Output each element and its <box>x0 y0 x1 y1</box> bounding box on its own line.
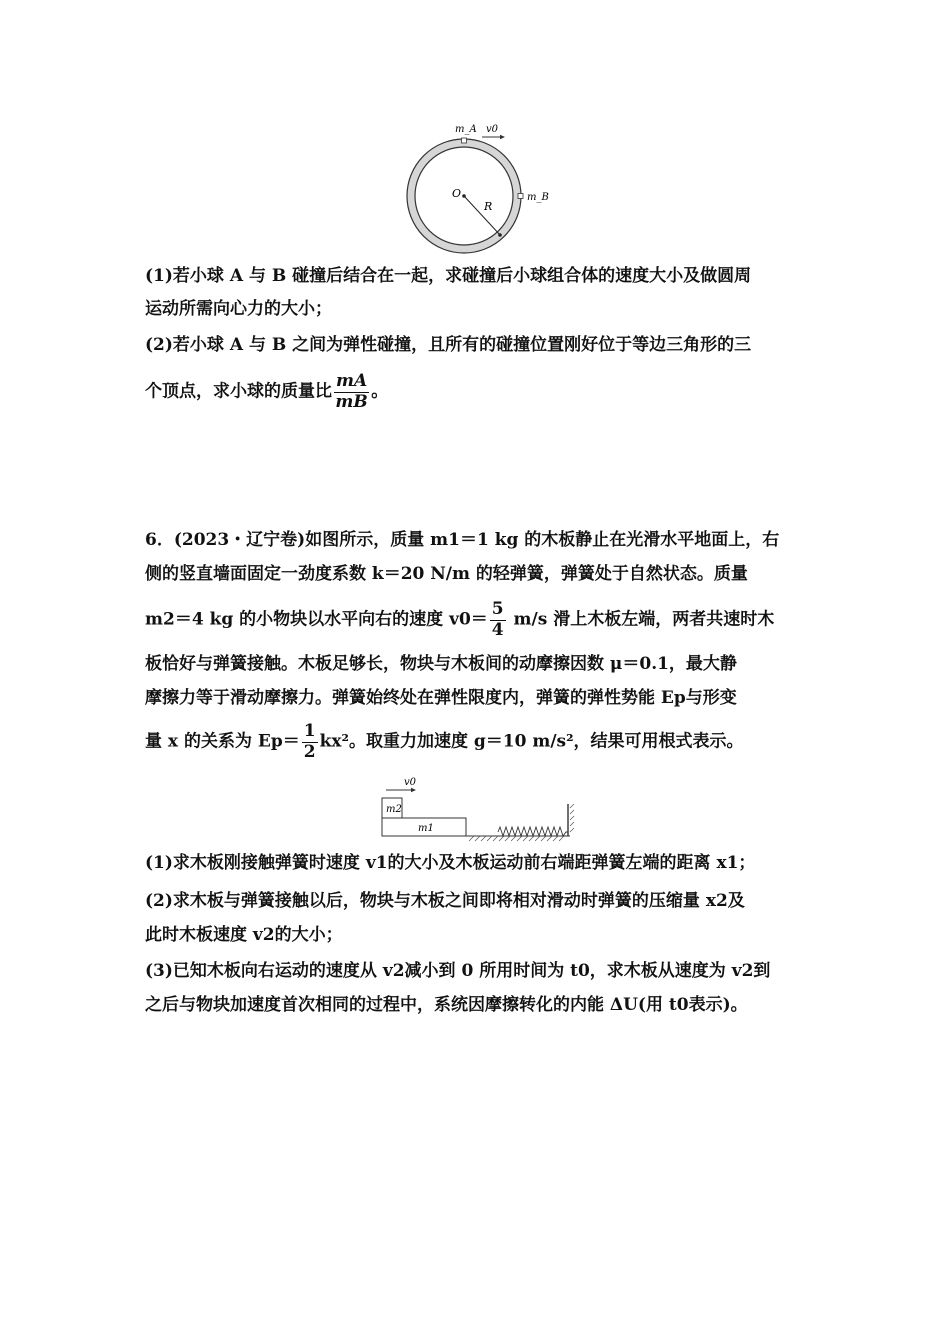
q6-sub3-line2: 之后与物块加速度首次相同的过程中，系统因摩擦转化的内能 ΔU(用 t0表示)。 <box>145 995 748 1015</box>
q6-line3: m2＝4 kg 的小物块以水平向右的速度 v0＝ $\frac{5}{4}$ m/s 滑上木板左端，两者共速时木 <box>145 599 775 640</box>
fig-m1-label: m1 <box>418 823 434 834</box>
v0-fraction: $\frac{5}{4}$ <box>491 599 504 640</box>
q6-sub2-line1: (2)求木板与弹簧接触以后，物块与木板之间即将相对滑动时弹簧的压缩量 x2及 <box>145 891 745 911</box>
q5-part2-line1: (2)若小球 A 与 B 之间为弹性碰撞，且所有的碰撞位置刚好位于等边三角形的三 <box>145 335 752 355</box>
ball-a <box>462 138 467 143</box>
mass-ratio-fraction: $\frac{mA}{mB}$ <box>335 371 368 412</box>
board-spring-figure <box>378 772 578 844</box>
q5-part2-line2: 个顶点，求小球的质量比 $\frac{mA}{mB}$ 。 <box>145 371 389 412</box>
q5-part1-line1: (1)若小球 A 与 B 碰撞后结合在一起，求碰撞后小球组合体的速度大小及做圆周 <box>145 266 752 286</box>
ball-b <box>518 194 523 199</box>
q6-line6: 量 x 的关系为 Ep＝ $\frac{1}{2}$ kx²。取重力加速度 g＝10 m/s²，结果可用根式表示。 <box>145 721 744 762</box>
q6-sub2-line2: 此时木板速度 v2的大小； <box>145 925 343 945</box>
half-fraction: $\frac{1}{2}$ <box>303 721 316 762</box>
q6-sub3-line1: (3)已知木板向右运动的速度从 v2减小到 0 所用时间为 t0，求木板从速度为 v2到 <box>145 961 771 981</box>
label-v0: v0 <box>486 124 499 135</box>
q6-sub1: (1)求木板刚接触弹簧时速度 v1的大小及木板运动前右端距弹簧左端的距离 x1； <box>145 853 756 873</box>
spring <box>498 827 568 836</box>
q6-line4: 板恰好与弹簧接触。木板足够长，物块与木板间的动摩擦因数 μ＝0.1，最大静 <box>145 654 737 674</box>
q6-line1: 6．(2023・辽宁卷)如图所示，质量 m1＝1 kg 的木板静止在光滑水平地面上，右 <box>145 530 780 550</box>
fig-v0-label: v0 <box>404 777 417 788</box>
q6-line2: 侧的竖直墙面固定一劲度系数 k＝20 N/m 的轻弹簧，弹簧处于自然状态。质量 <box>145 564 748 584</box>
label-o: O <box>452 187 462 200</box>
q6-line5: 摩擦力等于滑动摩擦力。弹簧始终处在弹性限度内，弹簧的弹性势能 Ep与形变 <box>145 688 737 708</box>
circular-track-figure <box>400 118 560 260</box>
q5-part1-line2: 运动所需向心力的大小； <box>145 299 332 319</box>
label-ma: m_A <box>455 124 477 135</box>
label-mb: m_B <box>527 192 549 203</box>
label-r: R <box>484 200 493 213</box>
fig-m2-label: m2 <box>386 804 402 815</box>
